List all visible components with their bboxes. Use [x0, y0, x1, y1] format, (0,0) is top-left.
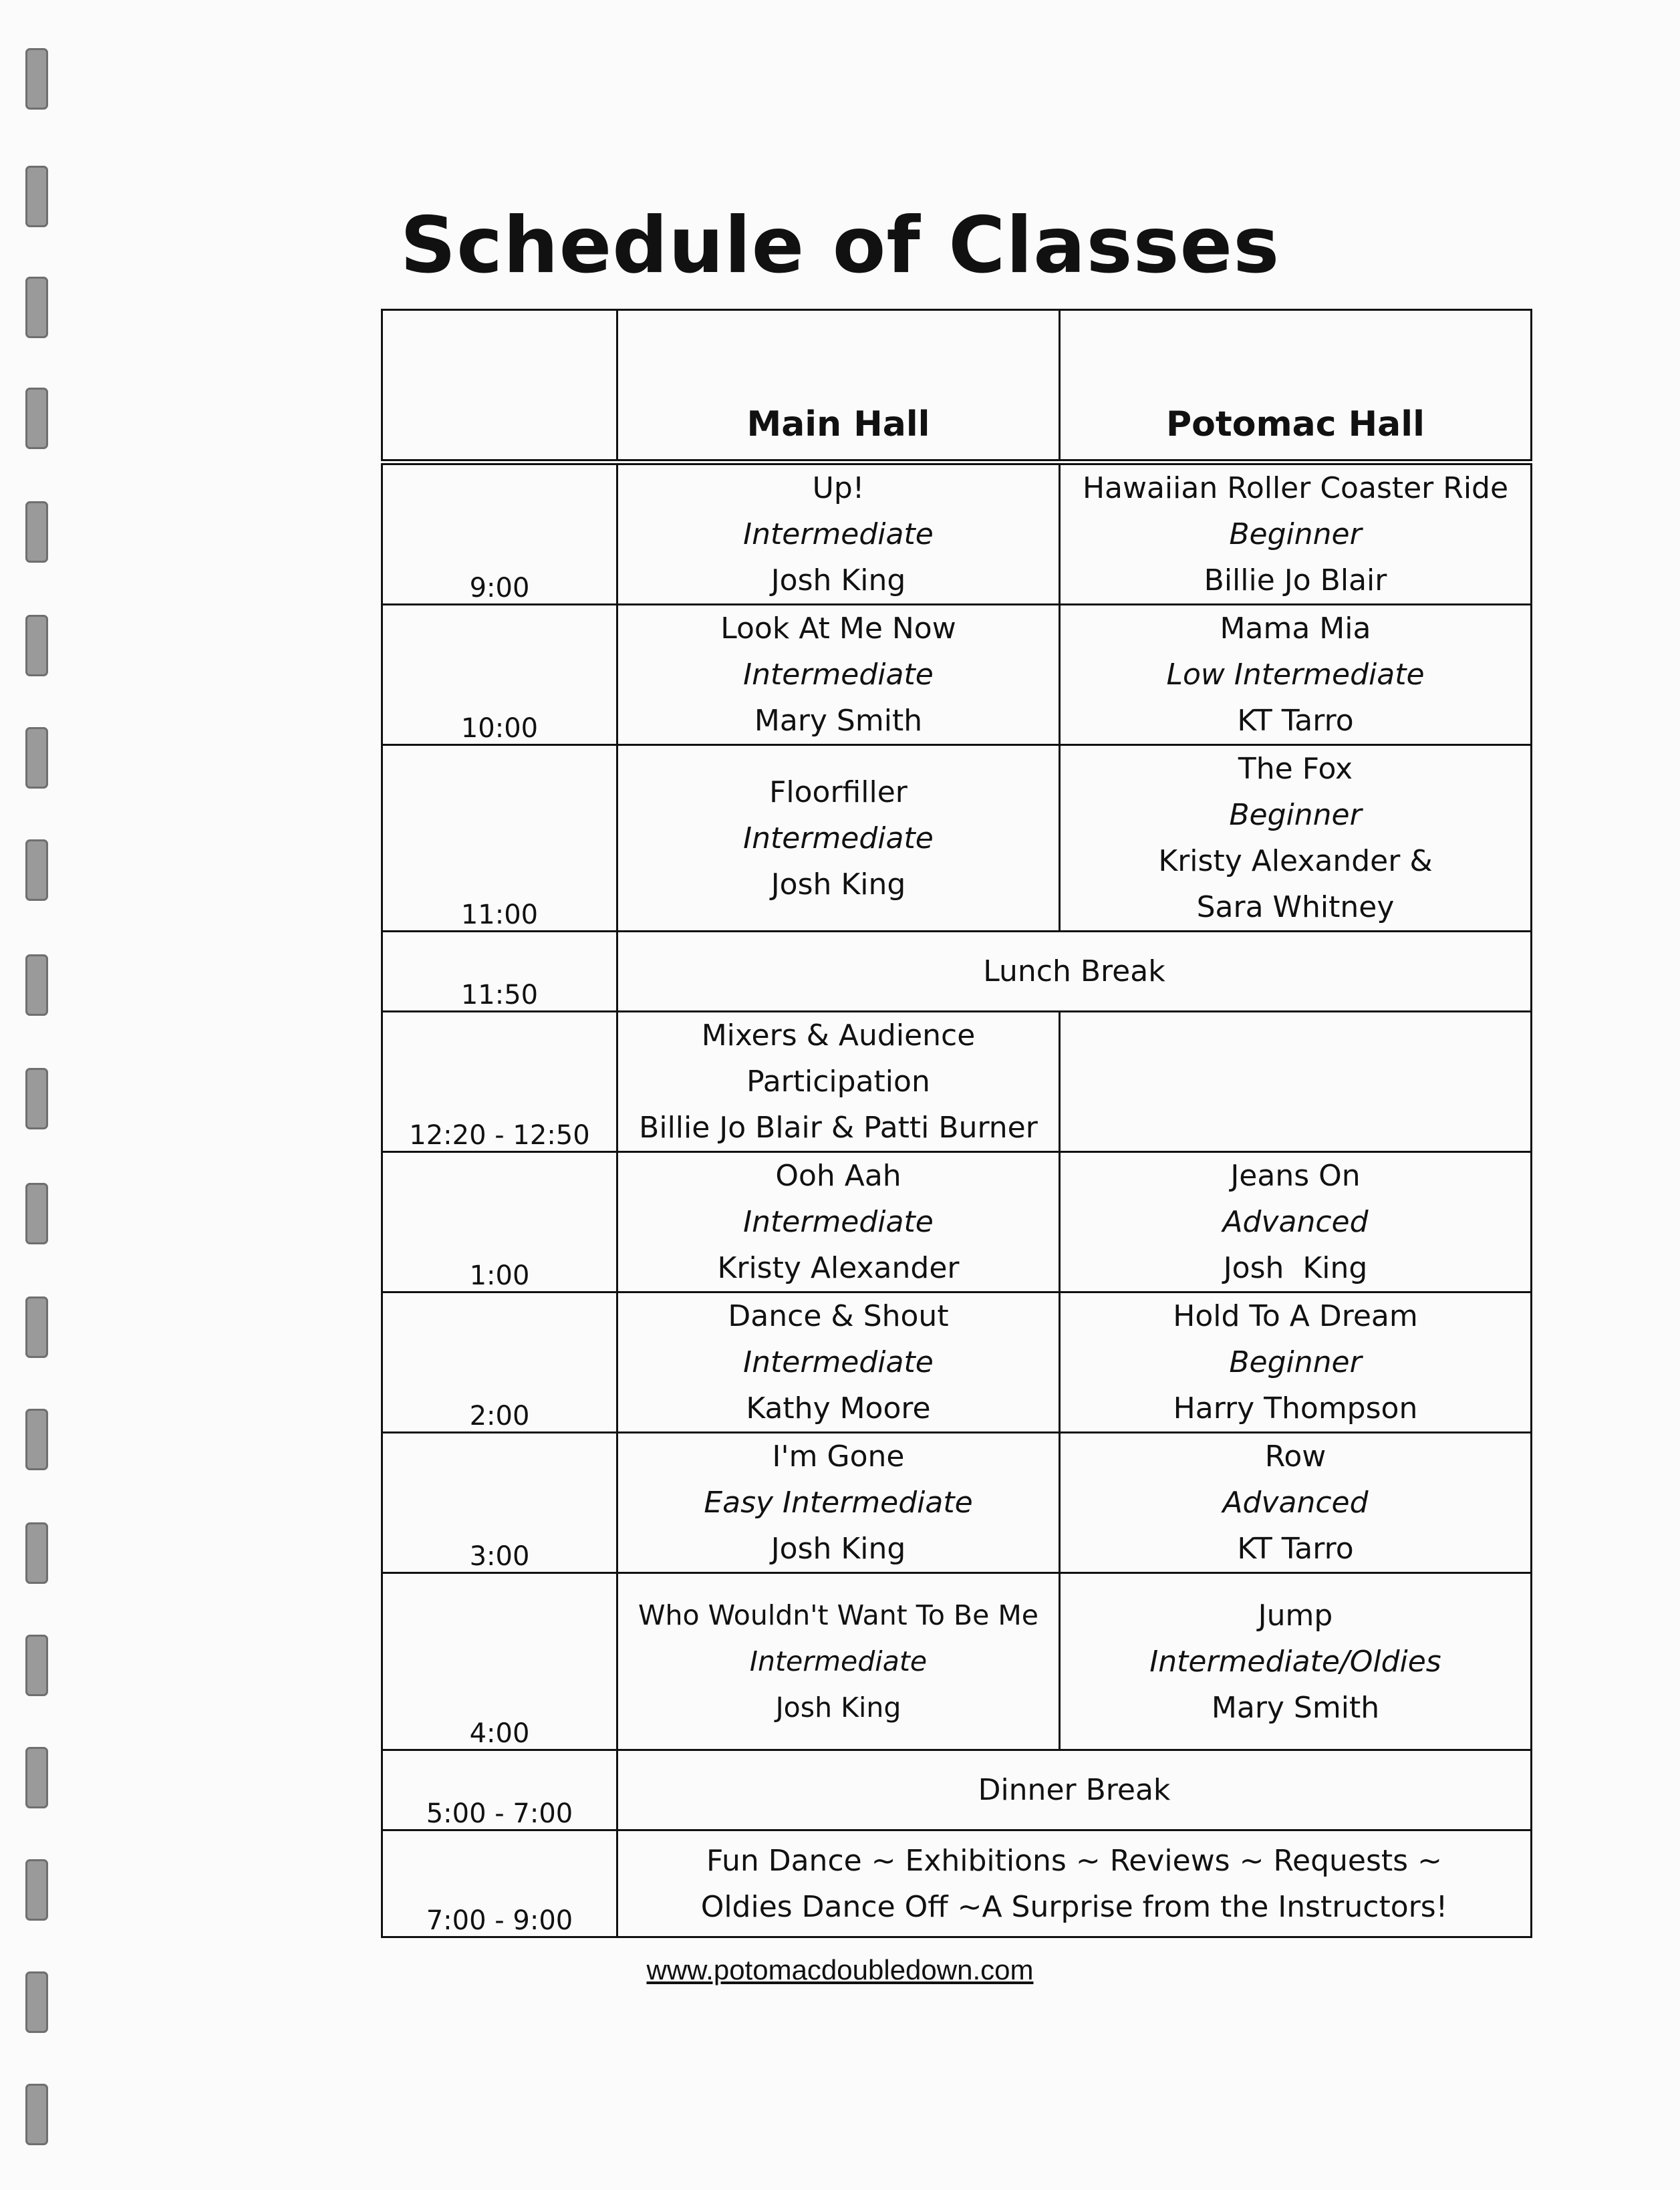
punch-hole — [25, 1296, 48, 1358]
class-name: Hold To A Dream — [1173, 1299, 1418, 1333]
class-name: Floorfiller — [769, 775, 907, 809]
punch-hole — [25, 839, 48, 901]
potomac-hall-empty — [1060, 1012, 1532, 1152]
punch-hole — [25, 1409, 48, 1470]
class-instructor: KT Tarro — [1237, 1532, 1354, 1566]
class-name: Up! — [812, 471, 865, 505]
class-instructor: KT Tarro — [1237, 704, 1354, 738]
class-instructor-2: Sara Whitney — [1196, 890, 1395, 924]
class-instructor: Kristy Alexander & — [1158, 844, 1433, 878]
time-cell: 2:00 — [382, 1292, 617, 1433]
class-name: Mixers & Audience — [701, 1018, 976, 1053]
table-row — [382, 1152, 1532, 1292]
class-name: Ooh Aah — [775, 1159, 901, 1193]
class-instructor: Mary Smith — [754, 704, 923, 738]
class-level: Low Intermediate — [1166, 658, 1425, 692]
page-title: Schedule of Classes — [400, 200, 1280, 291]
potomac-hall-class — [1060, 1292, 1532, 1433]
table-row — [382, 932, 1532, 1012]
class-name: Dance & Shout — [728, 1299, 949, 1333]
class-name: The Fox — [1238, 752, 1353, 786]
class-instructor: Billie Jo Blair & Patti Burner — [639, 1111, 1038, 1145]
table-row — [382, 1750, 1532, 1830]
punch-hole — [25, 501, 48, 563]
class-instructor: Harry Thompson — [1173, 1391, 1418, 1425]
potomac-hall-class — [1060, 605, 1532, 745]
time-cell: 4:00 — [382, 1573, 617, 1750]
potomac-hall-class — [1060, 745, 1532, 932]
class-name: Jump — [1258, 1598, 1333, 1633]
punch-hole — [25, 1068, 48, 1129]
lunch-break: Lunch Break — [617, 932, 1532, 1012]
main-hall-class — [617, 462, 1060, 605]
class-level: Beginner — [1229, 1345, 1362, 1379]
potomac-hall-class — [1060, 462, 1532, 605]
time-column-header — [382, 310, 617, 462]
punch-hole — [25, 1183, 48, 1244]
time-cell: 12:20 - 12:50 — [382, 1012, 617, 1152]
punch-hole — [25, 1635, 48, 1696]
punch-hole — [25, 954, 48, 1016]
table-row — [382, 1573, 1532, 1750]
class-instructor: Billie Jo Blair — [1204, 563, 1387, 597]
table-row — [382, 745, 1532, 932]
punch-hole — [25, 48, 48, 110]
header-row — [382, 310, 1532, 462]
class-instructor: Kristy Alexander — [717, 1251, 960, 1285]
class-level: Intermediate/Oldies — [1149, 1644, 1441, 1679]
class-level: Easy Intermediate — [704, 1486, 973, 1520]
time-cell: 9:00 — [382, 462, 617, 605]
punch-hole — [25, 388, 48, 449]
class-name: Look At Me Now — [720, 611, 956, 646]
class-instructor: Josh King — [771, 563, 906, 597]
class-level: Beginner — [1229, 517, 1362, 551]
class-level: Intermediate — [743, 821, 934, 855]
potomac-hall-class — [1060, 1433, 1532, 1573]
schedule-table — [381, 309, 1532, 1938]
main-hall-class — [617, 1152, 1060, 1292]
time-cell: 11:00 — [382, 745, 617, 932]
main-hall-class — [617, 745, 1060, 932]
punch-hole — [25, 1747, 48, 1808]
evening-event-line-1: Fun Dance ~ Exhibitions ~ Reviews ~ Requests ~ — [706, 1843, 1442, 1878]
potomac-hall-class — [1060, 1573, 1532, 1750]
table-row — [382, 605, 1532, 745]
main-hall-class — [617, 1012, 1060, 1152]
class-instructor: Josh King — [771, 1532, 906, 1566]
punch-hole — [25, 615, 48, 676]
punch-hole — [25, 1859, 48, 1921]
class-name-2: Participation — [746, 1065, 930, 1099]
class-level: Advanced — [1222, 1486, 1369, 1520]
class-instructor: Josh King — [1223, 1251, 1368, 1285]
class-instructor: Kathy Moore — [746, 1391, 931, 1425]
main-hall-class — [617, 1292, 1060, 1433]
class-level: Intermediate — [743, 658, 934, 692]
time-cell: 5:00 - 7:00 — [382, 1750, 617, 1830]
class-name: I'm Gone — [772, 1440, 905, 1474]
table-row — [382, 1433, 1532, 1573]
main-hall-class — [617, 1433, 1060, 1573]
main-hall-header: Main Hall — [617, 310, 1060, 462]
punch-hole — [25, 1522, 48, 1584]
potomac-hall-class — [1060, 1152, 1532, 1292]
website-link[interactable]: www.potomacdoubledown.com — [646, 1954, 1034, 1986]
dinner-break: Dinner Break — [617, 1750, 1532, 1830]
main-hall-class — [617, 1573, 1060, 1750]
class-name: Mama Mia — [1220, 611, 1371, 646]
class-name: Who Wouldn't Want To Be Me — [638, 1599, 1038, 1631]
evening-event-line-2: Oldies Dance Off ~A Surprise from the Instructors! — [700, 1889, 1448, 1924]
time-cell: 10:00 — [382, 605, 617, 745]
punch-hole — [25, 2084, 48, 2145]
class-name: Row — [1264, 1440, 1326, 1474]
table-row — [382, 1292, 1532, 1433]
class-name: Hawaiian Roller Coaster Ride — [1082, 471, 1509, 505]
class-level: Beginner — [1229, 798, 1362, 832]
punch-hole — [25, 727, 48, 789]
class-level: Intermediate — [743, 517, 934, 551]
class-instructor: Josh King — [771, 867, 906, 902]
class-level: Intermediate — [743, 1205, 934, 1239]
binder-punch-holes — [25, 0, 59, 2190]
class-level: Intermediate — [749, 1645, 928, 1677]
table-row — [382, 462, 1532, 605]
class-instructor: Mary Smith — [1211, 1690, 1380, 1725]
table-row — [382, 1012, 1532, 1152]
class-level: Advanced — [1222, 1205, 1369, 1239]
time-cell: 1:00 — [382, 1152, 617, 1292]
time-cell: 7:00 - 9:00 — [382, 1830, 617, 1937]
evening-event — [617, 1830, 1532, 1937]
potomac-hall-header: Potomac Hall — [1060, 310, 1532, 462]
main-hall-class — [617, 605, 1060, 745]
class-name: Jeans On — [1230, 1159, 1361, 1193]
time-cell: 3:00 — [382, 1433, 617, 1573]
time-cell: 11:50 — [382, 932, 617, 1012]
class-level: Intermediate — [743, 1345, 934, 1379]
class-instructor: Josh King — [775, 1691, 901, 1724]
table-row — [382, 1830, 1532, 1937]
